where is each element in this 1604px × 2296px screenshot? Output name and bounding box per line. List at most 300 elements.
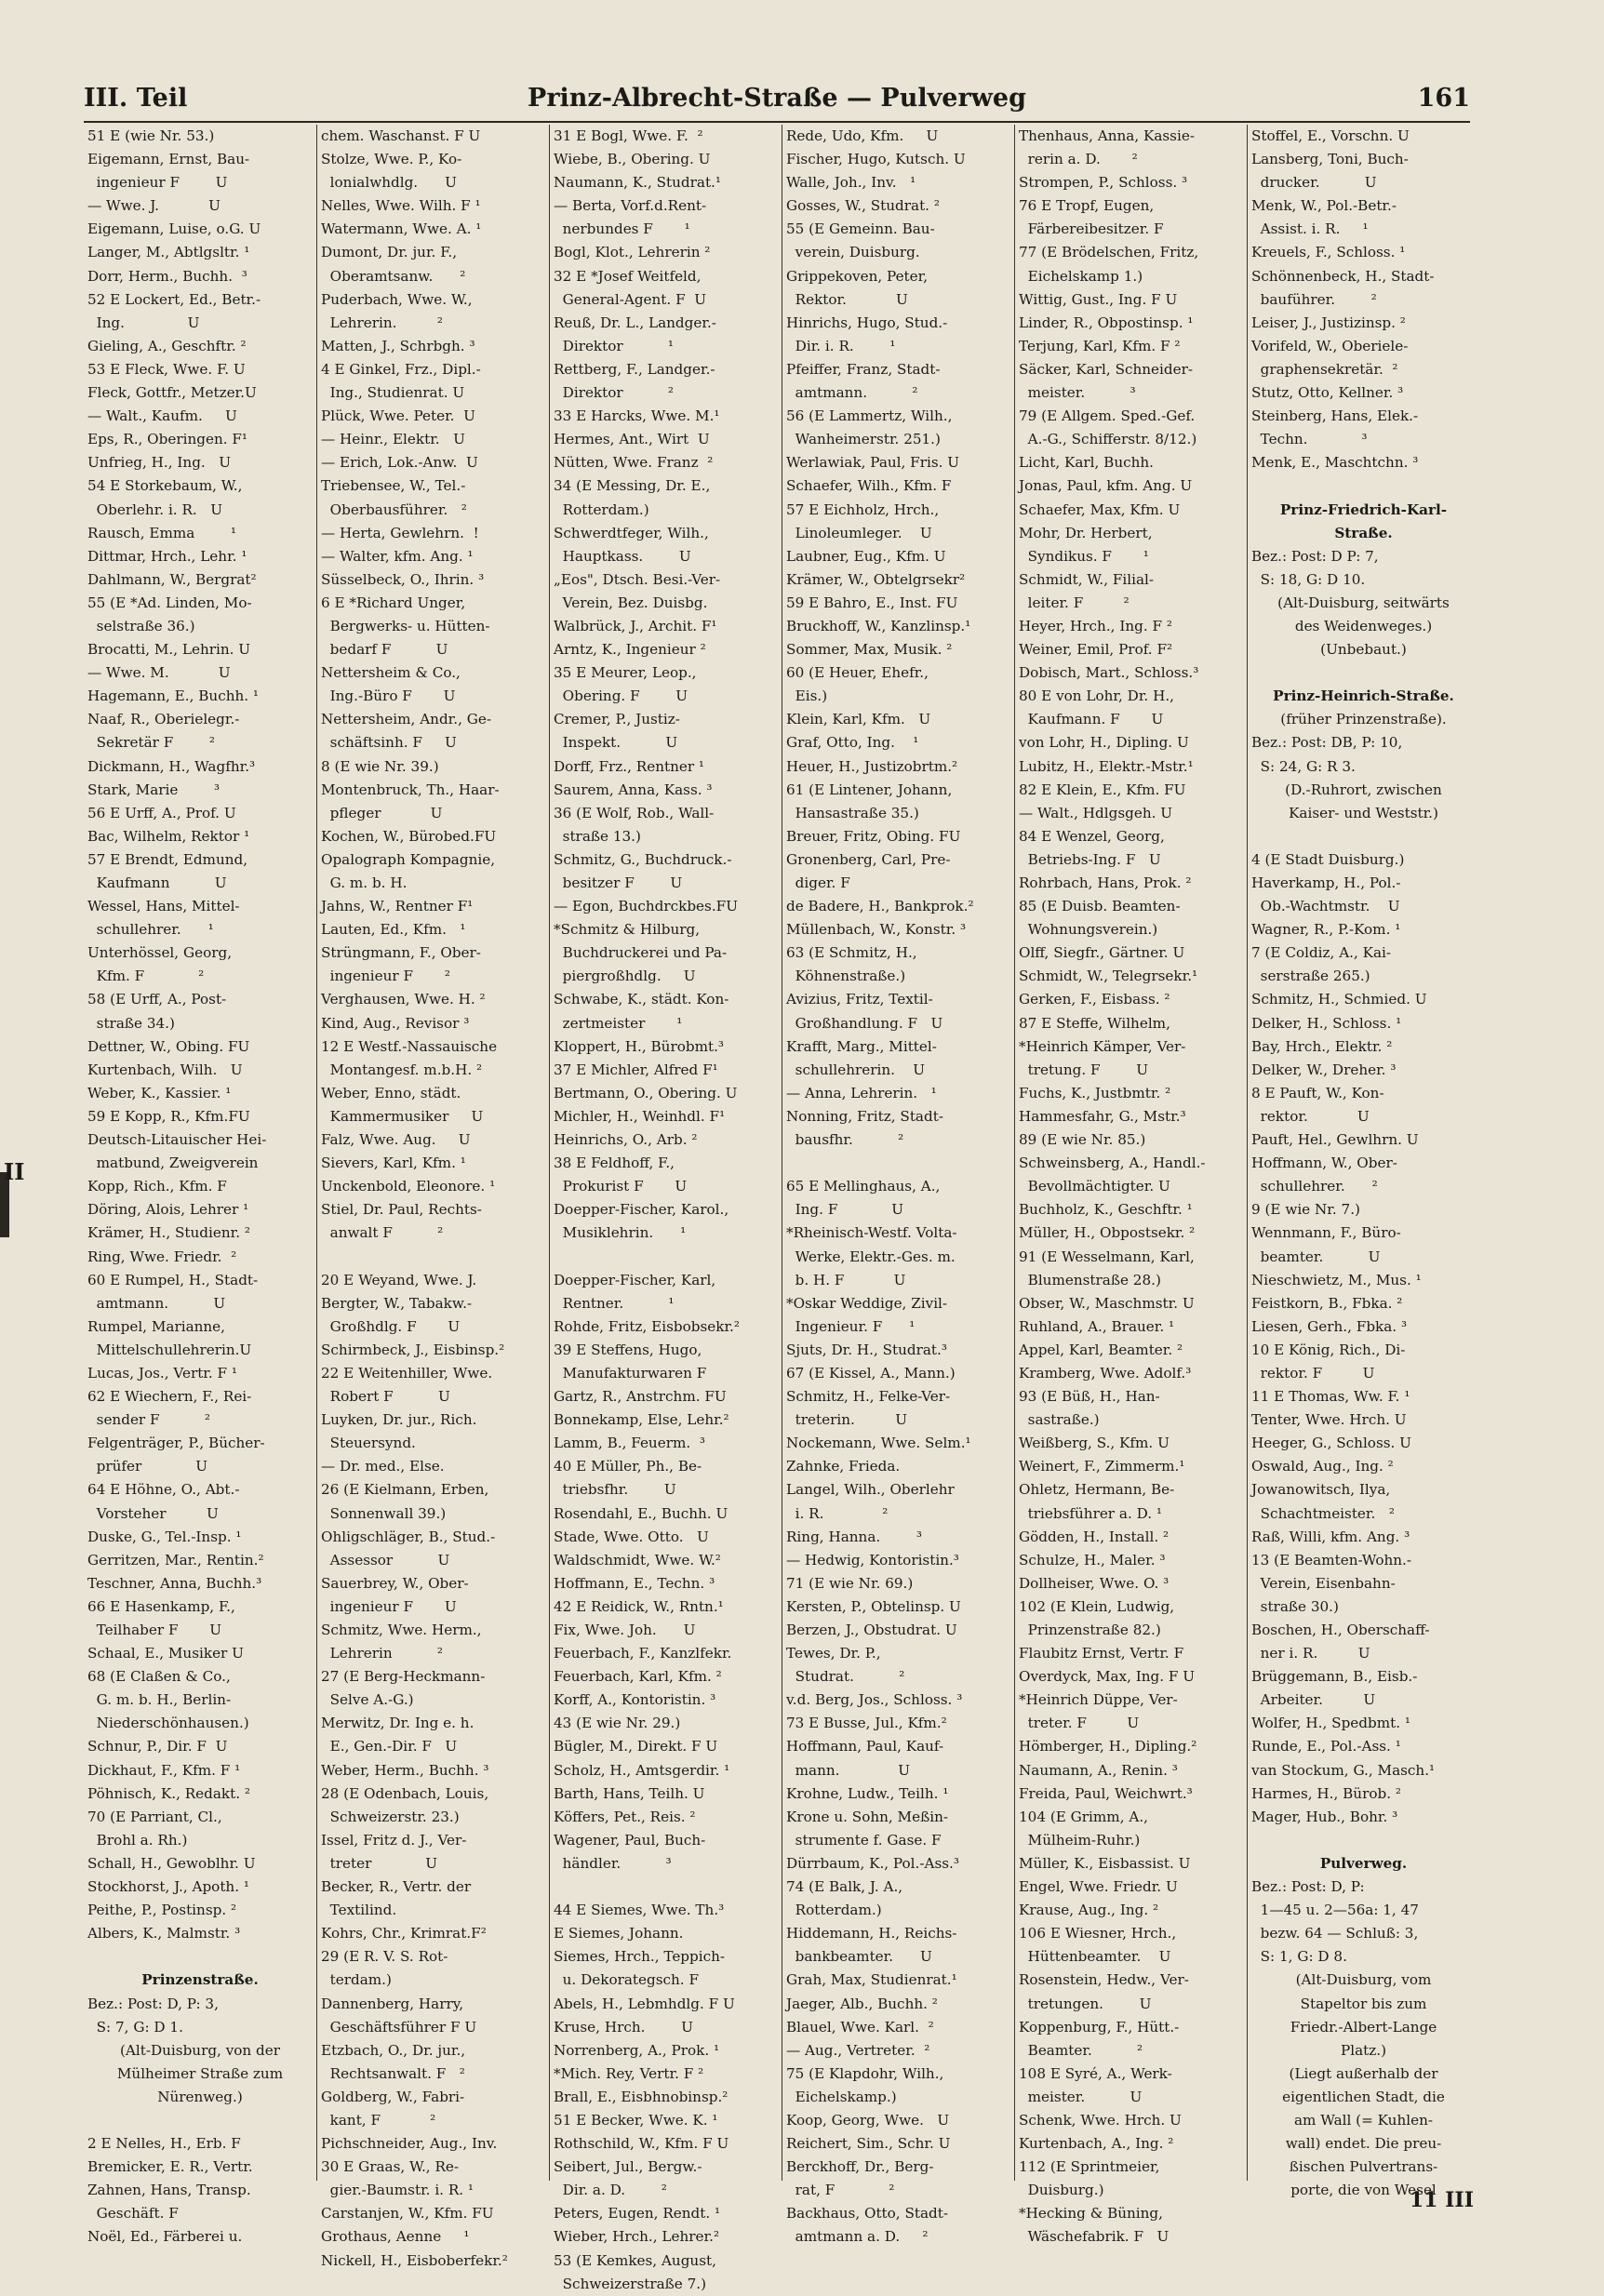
directory-entry: 29 (E R. V. S. Rot-	[321, 1948, 448, 1966]
directory-entry: Dollheiser, Wwe. O. ³	[1019, 1574, 1170, 1592]
directory-entry: Strüngmann, F., Ober-	[321, 944, 481, 962]
directory-entry: Rosenstein, Hedw., Ver-	[1019, 1971, 1189, 1989]
directory-entry: (D.-Ruhrort, zwischen	[1285, 781, 1442, 798]
directory-entry: 9 (E wie Nr. 7.)	[1251, 1201, 1360, 1219]
directory-entry: Schweizerstr. 23.)	[321, 1808, 460, 1825]
directory-entry: Rentner. ¹	[554, 1294, 675, 1312]
directory-entry: (Alt-Duisburg, vom	[1295, 1971, 1432, 1989]
directory-entry: Lucas, Jos., Vertr. F ¹	[87, 1364, 238, 1382]
directory-entry: Dahlmann, W., Bergrat²	[87, 570, 257, 588]
directory-entry: Heyer, Hrch., Ing. F ²	[1019, 617, 1172, 634]
directory-entry: Werlawiak, Paul, Fris. U	[786, 454, 960, 472]
directory-entry: Luyken, Dr. jur., Rich.	[321, 1411, 477, 1429]
directory-column-6	[1247, 125, 1476, 2199]
running-title: Prinz-Albrecht-Straße — Pulverweg	[528, 84, 1026, 113]
directory-entry: schäftsinh. F U	[321, 734, 457, 752]
directory-entry: Korff, A., Kontoristin. ³	[554, 1691, 716, 1709]
directory-entry: händler. ³	[554, 1854, 672, 1872]
directory-entry: Dir. i. R. ¹	[786, 337, 896, 354]
directory-entry: — Aug., Vertreter. ²	[786, 2041, 930, 2059]
directory-entry: Feistkorn, B., Fbka. ²	[1251, 1294, 1403, 1312]
directory-entry: 28 (E Odenbach, Louis,	[321, 1784, 489, 1802]
directory-entry: Bertmann, O., Obering. U	[554, 1084, 738, 1101]
directory-entry: Duske, G., Tel.-Insp. ¹	[87, 1528, 242, 1545]
directory-entry: Cremer, P., Justiz-	[554, 711, 680, 728]
directory-entry: Hammesfahr, G., Mstr.³	[1019, 1107, 1186, 1125]
directory-entry: (Alt-Duisburg, von der	[119, 2041, 281, 2059]
directory-entry: 51 E (wie Nr. 53.)	[87, 127, 215, 144]
directory-entry: 10 E König, Rich., Di-	[1251, 1341, 1406, 1358]
directory-entry: Linder, R., Obpostinsp. ¹	[1019, 314, 1194, 331]
directory-entry: Gartz, R., Anstrchm. FU	[554, 1388, 727, 1406]
directory-entry: Pfeiffer, Franz, Stadt-	[786, 360, 941, 378]
directory-entry: Hoffmann, E., Techn. ³	[554, 1574, 715, 1592]
directory-entry: Issel, Fritz d. J., Ver-	[321, 1831, 467, 1849]
directory-entry: Albers, K., Malmstr. ³	[87, 1925, 241, 1942]
directory-entry: Nelles, Wwe. Wilh. F ¹	[321, 197, 481, 215]
directory-entry: 74 (E Balk, J. A.,	[786, 1878, 903, 1896]
directory-entry: Heuer, H., Justizobrtm.²	[786, 757, 958, 775]
directory-entry: Pöhnisch, K., Redakt. ²	[87, 1784, 250, 1802]
directory-entry: drucker. U	[1251, 174, 1377, 192]
directory-entry: Dickhaut, F., Kfm. F ¹	[87, 1761, 241, 1779]
directory-entry: Haverkamp, H., Pol.-	[1251, 874, 1401, 891]
directory-entry: 77 (E Brödelschen, Fritz,	[1019, 244, 1199, 261]
directory-entry: Teschner, Anna, Buchh.³	[87, 1574, 262, 1592]
directory-entry: Kaiser- und Weststr.)	[1289, 804, 1438, 821]
directory-entry: S: 7, G: D 1.	[87, 2018, 183, 2036]
directory-entry: — Wwe. M. U	[87, 664, 231, 682]
directory-entry: Ob.-Wachtmstr. U	[1251, 898, 1400, 915]
directory-entry: 12 E Westf.-Nassauische	[321, 1037, 498, 1055]
directory-entry: Werke, Elektr.-Ges. m.	[786, 1248, 956, 1265]
directory-entry: Techn. ³	[1251, 431, 1368, 448]
directory-entry: Schmitz, Wwe. Herm.,	[321, 1622, 482, 1638]
directory-entry: diger. F	[786, 874, 850, 891]
directory-entry: Kloppert, H., Bürobmt.³	[554, 1037, 725, 1055]
directory-entry: Wagner, R., P.-Kom. ¹	[1251, 921, 1401, 939]
directory-entry: 61 (E Lintener, Johann,	[786, 781, 953, 798]
directory-entry: Mohr, Dr. Herbert,	[1019, 524, 1153, 541]
directory-entry: Direktor ²	[554, 384, 675, 402]
directory-entry: *Heinrich Kämper, Ver-	[1019, 1037, 1186, 1055]
directory-entry: 63 (E Schmitz, H.,	[786, 944, 917, 962]
directory-entry: *Rheinisch-Westf. Volta-	[786, 1224, 957, 1242]
directory-entry: Stade, Wwe. Otto. U	[554, 1528, 709, 1545]
directory-entry: bedarf F U	[321, 641, 448, 659]
directory-entry: Mager, Hub., Bohr. ³	[1251, 1808, 1398, 1825]
directory-entry: Gerritzen, Mar., Rentin.²	[87, 1551, 264, 1568]
directory-entry: Dettner, W., Obing. FU	[87, 1037, 250, 1055]
directory-entry: Krause, Aug., Ing. ²	[1019, 1902, 1159, 1919]
directory-entry: Prokurist F U	[554, 1178, 688, 1195]
directory-entry: 57 E Eichholz, Hrch.,	[786, 501, 940, 518]
directory-entry: Ring, Wwe. Friedr. ²	[87, 1248, 237, 1265]
directory-entry: amtmann a. D. ²	[786, 2228, 929, 2246]
directory-entry: Bergter, W., Tabakw.-	[321, 1294, 473, 1312]
directory-entry: 8 E Pauft, W., Kon-	[1251, 1084, 1384, 1101]
directory-entry: Weber, Herm., Buchh. ³	[321, 1761, 489, 1779]
directory-column-1	[84, 125, 313, 2246]
directory-entry: Menk, E., Maschtchn. ³	[1251, 454, 1419, 472]
directory-entry: 70 (E Parriant, Cl.,	[87, 1808, 222, 1825]
directory-entry: van Stockum, G., Masch.¹	[1251, 1761, 1436, 1779]
directory-entry: 22 E Weitenhiller, Wwe.	[321, 1364, 493, 1382]
directory-entry: Kersten, P., Obtelinsp. U	[786, 1597, 961, 1615]
directory-entry: Blauel, Wwe. Karl. ²	[786, 2018, 934, 2036]
directory-entry: wall) endet. Die preu-	[1285, 2135, 1442, 2153]
directory-entry: 64 E Höhne, O., Abt.-	[87, 1481, 240, 1499]
directory-entry: Felgenträger, P., Bücher-	[87, 1435, 265, 1452]
directory-entry: 27 (E Berg-Heckmann-	[321, 1668, 486, 1686]
directory-entry: Müllenbach, W., Konstr. ³	[786, 921, 967, 939]
directory-entry: serstraße 265.)	[1251, 968, 1370, 985]
directory-entry: 76 E Tropf, Eugen,	[1019, 197, 1155, 215]
directory-entry: Nonning, Fritz, Stadt-	[786, 1107, 943, 1125]
directory-entry: Rede, Udo, Kfm. U	[786, 127, 939, 144]
directory-entry: Wohnungsverein.)	[1019, 921, 1158, 939]
directory-entry: Lauten, Ed., Kfm. ¹	[321, 921, 466, 939]
directory-entry: Barth, Hans, Teilh. U	[554, 1784, 705, 1802]
directory-entry: — Wwe. J. U	[87, 197, 221, 215]
directory-entry: Sommer, Max, Musik. ²	[786, 641, 953, 659]
directory-entry: Krämer, W., Obtelgrsekr²	[786, 570, 966, 588]
directory-entry: Fischer, Hugo, Kutsch. U	[786, 151, 966, 168]
directory-entry: Nieschwietz, M., Mus. ¹	[1251, 1271, 1422, 1288]
directory-entry: v.d. Berg, Jos., Schloss. ³	[786, 1691, 963, 1709]
directory-entry: — Hedwig, Kontoristin.³	[786, 1551, 959, 1568]
directory-entry: Dobisch, Mart., Schloss.³	[1019, 664, 1199, 682]
directory-entry: „Eos", Dtsch. Besi.-Ver-	[554, 570, 721, 588]
directory-entry: 57 E Brendt, Edmund,	[87, 850, 248, 868]
directory-entry: Hermes, Ant., Wirt U	[554, 431, 710, 448]
directory-entry: (früher Prinzenstraße).	[1280, 711, 1447, 728]
directory-entry: 36 (E Wolf, Rob., Wall-	[554, 804, 715, 821]
directory-entry: Wolfer, H., Spedbmt. ¹	[1251, 1715, 1410, 1732]
directory-entry: Schaefer, Wilh., Kfm. F	[786, 477, 952, 495]
directory-entry: 39 E Steffens, Hugo,	[554, 1341, 702, 1358]
directory-entry: Brohl a. Rh.)	[87, 1831, 188, 1849]
directory-entry: — Heinr., Elektr. U	[321, 431, 465, 448]
directory-entry: de Badere, H., Bankprok.²	[786, 898, 974, 915]
part-label: III. Teil	[84, 84, 188, 113]
directory-entry: ner i. R. U	[1251, 1645, 1370, 1662]
directory-entry: straße 34.)	[87, 1014, 175, 1032]
directory-entry: Koppenburg, F., Hütt.-	[1019, 2018, 1180, 2036]
directory-entry: Unckenbold, Eleonore. ¹	[321, 1178, 496, 1195]
directory-entry: meister. U	[1019, 2088, 1143, 2105]
directory-entry: Musiklehrin. ¹	[554, 1224, 687, 1242]
directory-entry: Ohletz, Hermann, Be-	[1019, 1481, 1175, 1499]
directory-entry: gier.-Baumstr. i. R. ¹	[321, 2182, 475, 2199]
directory-entry: Walle, Joh., Inv. ¹	[786, 174, 916, 192]
directory-entry: S: 24, G: R 3.	[1251, 757, 1356, 775]
directory-entry: Mülheimer Straße zum	[116, 2064, 284, 2082]
directory-entry: Plück, Wwe. Peter. U	[321, 407, 475, 425]
directory-entry: *Oskar Weddige, Zivil-	[786, 1294, 948, 1312]
directory-entry: 82 E Klein, E., Kfm. FU	[1019, 781, 1186, 798]
directory-entry: Hinrichs, Hugo, Stud.-	[786, 314, 948, 331]
directory-entry: Eigemann, Luise, o.G. U	[87, 220, 261, 238]
directory-entry: Brall, E., Eisbhnobinsp.²	[554, 2088, 728, 2105]
directory-entry: Naumann, K., Studrat.¹	[554, 174, 721, 192]
directory-entry: *Heinrich Düppe, Ver-	[1019, 1691, 1178, 1709]
directory-entry: Assist. i. R. ¹	[1251, 220, 1369, 238]
directory-entry: Dürrbaum, K., Pol.-Ass.³	[786, 1854, 959, 1872]
directory-entry: Norrenberg, A., Prok. ¹	[554, 2041, 720, 2059]
directory-entry: Montenbruck, Th., Haar-	[321, 781, 500, 798]
directory-entry: Dittmar, Hrch., Lehr. ¹	[87, 547, 247, 565]
directory-entry: — Walt., Hdlgsgeh. U	[1019, 804, 1173, 821]
directory-entry: Seibert, Jul., Bergw.-	[554, 2158, 702, 2176]
directory-entry: Langel, Wilh., Oberlehr	[786, 1481, 955, 1499]
directory-entry: 87 E Steffe, Wilhelm,	[1019, 1014, 1170, 1032]
directory-entry: Geschäftsführer F U	[321, 2018, 477, 2036]
directory-entry: 43 (E wie Nr. 29.)	[554, 1715, 681, 1732]
directory-entry: Rohrbach, Hans, Prok. ²	[1019, 874, 1192, 891]
directory-entry: E., Gen.-Dir. F U	[321, 1738, 458, 1755]
directory-entry: Wagener, Paul, Buch-	[554, 1831, 706, 1849]
directory-entry: 75 (E Klapdohr, Wilh.,	[786, 2064, 944, 2082]
directory-entry: Selve A.-G.)	[321, 1691, 414, 1709]
directory-entry: Liesen, Gerh., Fbka. ³	[1251, 1317, 1408, 1335]
directory-entry: Kramberg, Wwe. Adolf.³	[1019, 1364, 1192, 1382]
directory-entry: Delker, W., Dreher. ³	[1251, 1061, 1397, 1078]
directory-entry: Strompen, P., Schloss. ³	[1019, 174, 1188, 192]
street-heading: Pulverweg.	[1319, 1854, 1408, 1872]
directory-entry: (Unbebaut.)	[1320, 641, 1407, 659]
directory-entry: Engel, Wwe. Friedr. U	[1019, 1878, 1178, 1896]
directory-entry: Opalograph Kompagnie,	[321, 850, 496, 868]
directory-entry: Verein, Eisenbahn-	[1251, 1574, 1396, 1592]
directory-entry: — Berta, Vorf.d.Rent-	[554, 197, 707, 215]
directory-entry: Ring, Hanna. ³	[786, 1528, 922, 1545]
directory-entry: selstraße 36.)	[87, 617, 195, 634]
directory-entry: Overdyck, Max, Ing. F U	[1019, 1668, 1196, 1686]
directory-entry: Walbrück, J., Archit. F¹	[554, 617, 717, 634]
directory-entry: Bez.: Post: D, P: 3,	[87, 1995, 219, 2012]
directory-entry: Lamm, B., Feuerm. ³	[554, 1435, 705, 1452]
directory-entry: prüfer U	[87, 1458, 208, 1475]
directory-entry: Köhnenstraße.)	[786, 968, 906, 985]
directory-entry: Jonas, Paul, kfm. Ang. U	[1019, 477, 1193, 495]
directory-entry: Schirmbeck, J., Eisbinsp.²	[321, 1341, 505, 1358]
directory-entry: 8 (E wie Nr. 39.)	[321, 757, 439, 775]
directory-entry: 56 E Urff, A., Prof. U	[87, 804, 236, 821]
directory-entry: Sekretär F ²	[87, 734, 215, 752]
directory-entry: Peithe, P., Postinsp. ²	[87, 1902, 237, 1919]
directory-entry: Reuß, Dr. L., Landger.-	[554, 314, 716, 331]
directory-entry: — Anna, Lehrerin. ¹	[786, 1084, 937, 1101]
directory-entry: Schulze, H., Maler. ³	[1019, 1551, 1166, 1568]
directory-entry: 38 E Feldhoff, F.,	[554, 1155, 675, 1172]
directory-entry: bausfhr. ²	[786, 1131, 904, 1149]
directory-entry: — Herta, Gewlehrn. !	[321, 524, 479, 541]
directory-entry: schullehrerin. U	[786, 1061, 926, 1078]
directory-entry: anwalt F ²	[321, 1224, 444, 1242]
directory-entry: 55 (E Gemeinn. Bau-	[786, 220, 935, 238]
directory-entry: schullehrer. ¹	[87, 921, 214, 939]
directory-entry: nerbundes F ¹	[554, 220, 690, 238]
directory-entry: bezw. 64 — Schluß: 3,	[1251, 1925, 1419, 1942]
directory-entry: Kruse, Hrch. U	[554, 2018, 693, 2036]
directory-entry: 51 E Becker, Wwe. K. ¹	[554, 2111, 718, 2129]
directory-entry: Wäschefabrik. F U	[1019, 2228, 1170, 2246]
directory-entry: Goldberg, W., Fabri-	[321, 2088, 465, 2105]
directory-entry: Kreuels, F., Schloss. ¹	[1251, 244, 1406, 261]
directory-entry: Kfm. F ²	[87, 968, 205, 985]
directory-entry: ßischen Pulvertrans-	[1289, 2158, 1438, 2176]
street-heading: Prinzenstraße.	[141, 1971, 259, 1989]
directory-entry: — Dr. med., Else.	[321, 1458, 445, 1475]
directory-entry: besitzer F U	[554, 874, 683, 891]
directory-entry: lonialwhdlg. U	[321, 174, 457, 192]
directory-entry: *Mich. Rey, Vertr. F ²	[554, 2064, 704, 2082]
directory-entry: Schmitz, H., Schmied. U	[1251, 991, 1427, 1008]
directory-entry: Rotterdam.)	[554, 501, 649, 518]
directory-entry: Lehrerin. ²	[321, 314, 444, 331]
directory-entry: Dannenberg, Harry,	[321, 1995, 464, 2012]
directory-entry: leiter. F ²	[1019, 594, 1129, 611]
directory-entry: 33 E Harcks, Wwe. M.¹	[554, 407, 720, 425]
directory-entry: Bac, Wilhelm, Rektor ¹	[87, 827, 250, 845]
directory-entry: bankbeamter. U	[786, 1948, 932, 1966]
directory-entry	[554, 1246, 778, 1269]
page-header	[84, 78, 1470, 115]
directory-entry: Blumenstraße 28.)	[1019, 1271, 1161, 1288]
directory-entry: Backhaus, Otto, Stadt-	[786, 2205, 948, 2223]
directory-entry: Delker, H., Schloss. ¹	[1251, 1014, 1402, 1032]
street-heading: Prinz-Heinrich-Straße.	[1273, 687, 1454, 705]
directory-entry: Stark, Marie ³	[87, 781, 221, 798]
directory-entry: G. m. b. H.	[321, 874, 408, 891]
directory-entry: Ing., Studienrat. U	[321, 384, 465, 402]
directory-entry: am Wall (= Kuhlen-	[1294, 2111, 1433, 2129]
directory-entry: G. m. b. H., Berlin-	[87, 1691, 232, 1709]
directory-entry: Dumont, Dr. jur. F.,	[321, 244, 458, 261]
directory-entry: Zahnke, Frieda.	[786, 1458, 901, 1475]
directory-entry: Krafft, Marg., Mittel-	[786, 1037, 937, 1055]
directory-entry: Reichert, Sim., Schr. U	[786, 2135, 951, 2153]
directory-entry: Licht, Karl, Buchh.	[1019, 454, 1155, 472]
directory-entry: Schwerdtfeger, Wilh.,	[554, 524, 709, 541]
directory-entry: treter U	[321, 1854, 438, 1872]
directory-entry: 84 E Wenzel, Georg,	[1019, 827, 1165, 845]
directory-entry: Leiser, J., Justizinsp. ²	[1251, 314, 1406, 331]
directory-entry: 11 E Thomas, Ww. F. ¹	[1251, 1388, 1410, 1406]
directory-entry: Krohne, Ludw., Teilh. ¹	[786, 1784, 949, 1802]
directory-entry: Arbeiter. U	[1251, 1691, 1376, 1709]
directory-entry: Jaeger, Alb., Buchh. ²	[786, 1995, 938, 2012]
directory-entry: E Siemes, Johann.	[554, 1925, 684, 1942]
directory-entry: Schönnenbeck, H., Stadt-	[1251, 267, 1435, 285]
directory-entry: Eichelskamp.)	[786, 2088, 897, 2105]
directory-entry: Rumpel, Marianne,	[87, 1317, 225, 1335]
street-heading: Straße.	[1334, 524, 1393, 541]
directory-entry: eigentlichen Stadt, die	[1282, 2088, 1445, 2105]
directory-entry: Weißberg, S., Kfm. U	[1019, 1435, 1170, 1452]
directory-entry: Geschäft. F	[87, 2205, 179, 2223]
directory-entry: Fuchs, K., Justbmtr. ²	[1019, 1084, 1171, 1101]
directory-entry: pfleger U	[321, 804, 443, 821]
directory-entry: Schweinsberg, A., Handl.-	[1019, 1155, 1206, 1172]
directory-entry: Studrat. ²	[786, 1668, 905, 1686]
directory-entry: Naaf, R., Oberielegr.-	[87, 711, 240, 728]
directory-entry: Platz.)	[1341, 2041, 1386, 2059]
directory-entry: Merwitz, Dr. Ing e. h.	[321, 1715, 475, 1732]
directory-entry: Nütten, Wwe. Franz ²	[554, 454, 714, 472]
directory-entry: Scholz, H., Amtsgerdir. ¹	[554, 1761, 730, 1779]
directory-entry: mann. U	[786, 1761, 911, 1779]
directory-entry: Lehrerin ²	[321, 1645, 444, 1662]
directory-entry	[1251, 825, 1476, 848]
directory-entry: Gosses, W., Studrat. ²	[786, 197, 940, 215]
directory-entry: Pauft, Hel., Gewlhrn. U	[1251, 1131, 1419, 1149]
margin-mark: II	[4, 1158, 25, 1185]
directory-entry: 4 (E Stadt Duisburg.)	[1251, 850, 1405, 868]
directory-entry: Ing.-Büro F U	[321, 687, 456, 705]
directory-entry: Gödden, H., Install. ²	[1019, 1528, 1170, 1545]
directory-entry: Weinert, F., Zimmerm.¹	[1019, 1458, 1185, 1475]
directory-entry: Gieling, A., Geschftr. ²	[87, 337, 247, 354]
directory-entry: Matten, J., Schrbgh. ³	[321, 337, 475, 354]
directory-entry: Mittelschullehrerin.U	[87, 1341, 252, 1358]
directory-entry: Teilhaber F U	[87, 1622, 222, 1638]
directory-entry: Pichschneider, Aug., Inv.	[321, 2135, 498, 2153]
directory-entry: Kaufmann. F U	[1019, 711, 1164, 728]
directory-entry: Säcker, Karl, Schneider-	[1019, 360, 1193, 378]
directory-column-2	[316, 125, 545, 2269]
directory-entry: Kurtenbach, A., Ing. ²	[1019, 2135, 1174, 2153]
directory-entry: Deutsch-Litauischer Hei-	[87, 1131, 267, 1149]
directory-entry: Verein, Bez. Duisbg.	[554, 594, 708, 611]
directory-entry: 104 (E Grimm, A.,	[1019, 1808, 1148, 1825]
directory-entry	[786, 1152, 1010, 1175]
directory-entry: kant, F ²	[321, 2111, 436, 2129]
directory-entry: 13 (E Beamten-Wohn.-	[1251, 1551, 1412, 1568]
directory-entry: Raß, Willi, kfm. Ang. ³	[1251, 1528, 1410, 1545]
directory-entry: Bügler, M., Direkt. F U	[554, 1738, 718, 1755]
directory-entry: Stolze, Wwe. P., Ko-	[321, 151, 462, 168]
directory-entry: A.-G., Schifferstr. 8/12.)	[1019, 431, 1197, 448]
directory-entry: chem. Waschanst. F U	[321, 127, 481, 144]
directory-entry: schullehrer. ²	[1251, 1178, 1378, 1195]
directory-entry: Verghausen, Wwe. H. ²	[321, 991, 486, 1008]
directory-entry: Peters, Eugen, Rendt. ¹	[554, 2205, 721, 2223]
directory-entry: Doepper-Fischer, Karol.,	[554, 1201, 729, 1219]
directory-entry: von Lohr, H., Dipling. U	[1019, 734, 1189, 752]
directory-entry: Kochen, W., Bürobed.FU	[321, 827, 497, 845]
directory-entry: des Weidenweges.)	[1294, 617, 1433, 634]
directory-entry: Köffers, Pet., Reis. ²	[554, 1808, 696, 1825]
directory-entry: Nürenweg.)	[157, 2088, 243, 2105]
directory-entry: 34 (E Messing, Dr. E.,	[554, 477, 711, 495]
directory-entry: Jahns, W., Rentner F¹	[321, 898, 474, 915]
directory-entry: Bez.: Post: DB, P: 10,	[1251, 734, 1403, 752]
directory-entry: Langer, M., Abtlgsltr. ¹	[87, 244, 250, 261]
directory-entry: Etzbach, O., Dr. jur.,	[321, 2041, 466, 2059]
directory-entry: Jowanowitsch, Ilya,	[1251, 1481, 1391, 1499]
directory-entry: 60 E Rumpel, H., Stadt-	[87, 1271, 259, 1288]
directory-entry: terdam.)	[321, 1971, 392, 1989]
directory-entry: Unfrieg, H., Ing. U	[87, 454, 232, 472]
directory-entry: 55 (E *Ad. Linden, Mo-	[87, 594, 252, 611]
directory-entry: Oswald, Aug., Ing. ²	[1251, 1458, 1394, 1475]
directory-entry: 85 (E Duisb. Beamten-	[1019, 898, 1181, 915]
directory-entry: Sjuts, Dr. H., Studrat.³	[786, 1341, 947, 1358]
directory-entry: tretungen. U	[1019, 1995, 1152, 2012]
directory-entry: Abels, H., Lebmhdlg. F U	[554, 1995, 735, 2012]
